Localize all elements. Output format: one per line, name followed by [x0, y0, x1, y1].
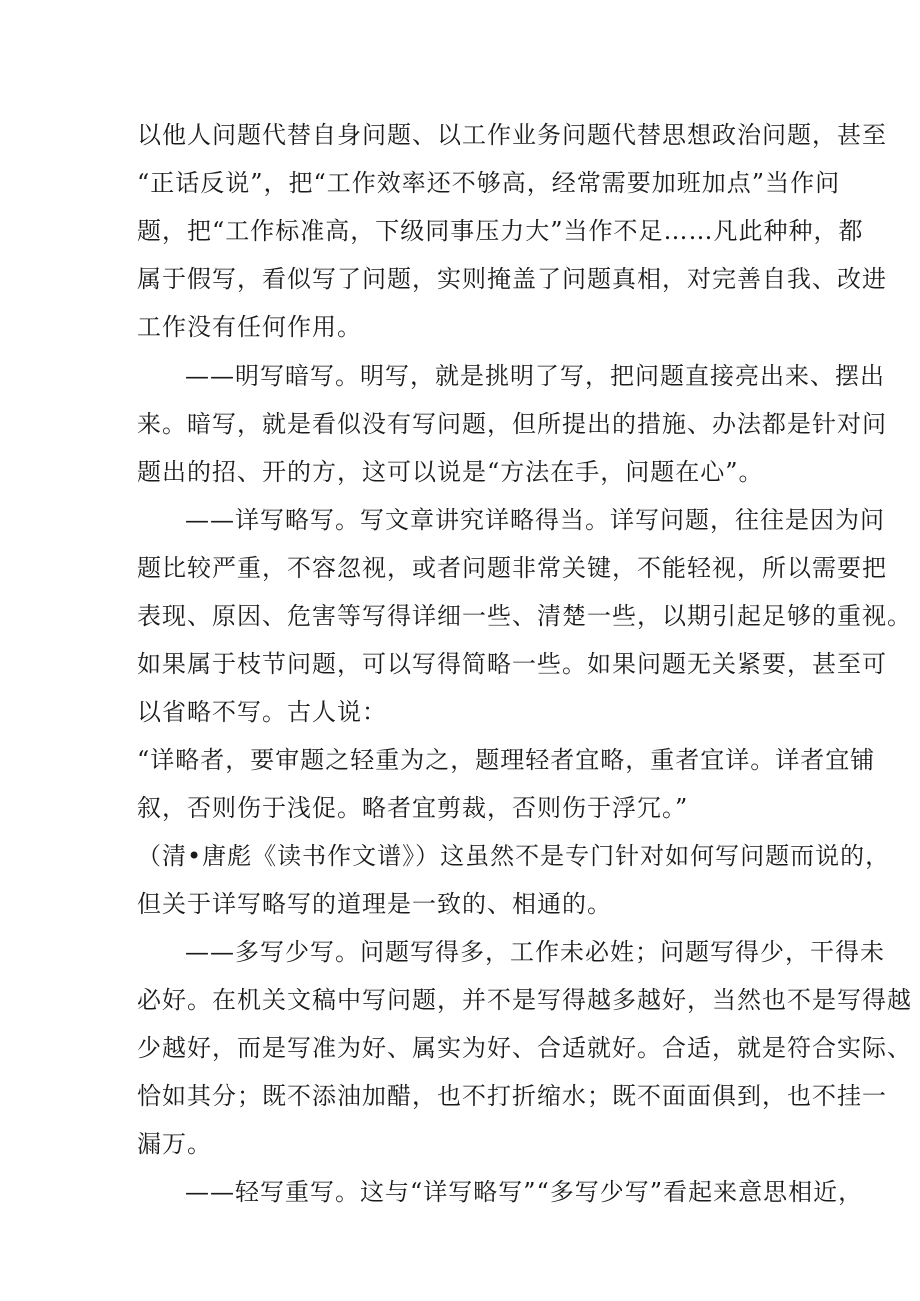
- text-line: 以他人问题代替自身问题、以工作业务问题代替思想政治问题，甚至: [137, 121, 887, 149]
- text-line: ——轻写重写。这与“详写略写”“多写少写”看起来意思相近，: [185, 1178, 864, 1206]
- text-line: 题，把“工作标准高，下级同事压力大”当作不足……凡此种种，都: [137, 217, 864, 245]
- quote-line: “详略者，要审题之轻重为之，题理轻者宜略，重者宜详。详者宜铺: [137, 746, 876, 774]
- text-line: “正话反说”，把“工作效率还不够高，经常需要加班加点”当作问: [137, 169, 841, 197]
- text-line: ——多写少写。问题写得多，工作未必姓；问题写得少，干得未: [185, 938, 885, 966]
- text-line: 工作没有任何作用。: [137, 313, 362, 341]
- text-line: 来。暗写，就是看似没有写问题，但所提出的措施、办法都是针对问: [137, 410, 887, 438]
- quote-line: 叙，否则伤于浅促。略者宜剪裁，否则伤于浮冗。”: [137, 794, 689, 822]
- text-line: 属于假写，看似写了问题，实则掩盖了问题真相，对完善自我、改进: [137, 265, 887, 293]
- text-line: ——详写略写。写文章讲究详略得当。详写问题，往往是因为问: [185, 506, 885, 534]
- text-line: 必好。在机关文稿中写问题，并不是写得越多越好，当然也不是写得越: [137, 986, 912, 1014]
- text-line: 但关于详写略写的道理是一致的、相通的。: [137, 890, 612, 918]
- text-line: 题比较严重，不容忽视，或者问题非常关键，不能轻视，所以需要把: [137, 554, 887, 582]
- text-line: 题出的招、开的方，这可以说是“方法在手，问题在心”。: [137, 458, 764, 486]
- text-line: 以省略不写。古人说：: [137, 698, 387, 726]
- citation-line: （清•唐彪《读书作文谱》）这虽然不是专门针对如何写问题而说的，: [137, 842, 891, 870]
- text-line: 恰如其分；既不添油加醋，也不打折缩水；既不面面俱到，也不挂一: [137, 1082, 887, 1110]
- text-line: ——明写暗写。明写，就是挑明了写，把问题直接亮出来、摆出: [185, 362, 885, 390]
- text-line: 如果属于枝节问题，可以写得简略一些。如果问题无关紧要，甚至可: [137, 650, 887, 678]
- text-line: 少越好，而是写准为好、属实为好、合适就好。合适，就是符合实际、: [137, 1034, 912, 1062]
- text-line: 漏万。: [137, 1130, 212, 1158]
- text-line: 表现、原因、危害等写得详细一些、清楚一些，以期引起足够的重视。: [137, 602, 912, 630]
